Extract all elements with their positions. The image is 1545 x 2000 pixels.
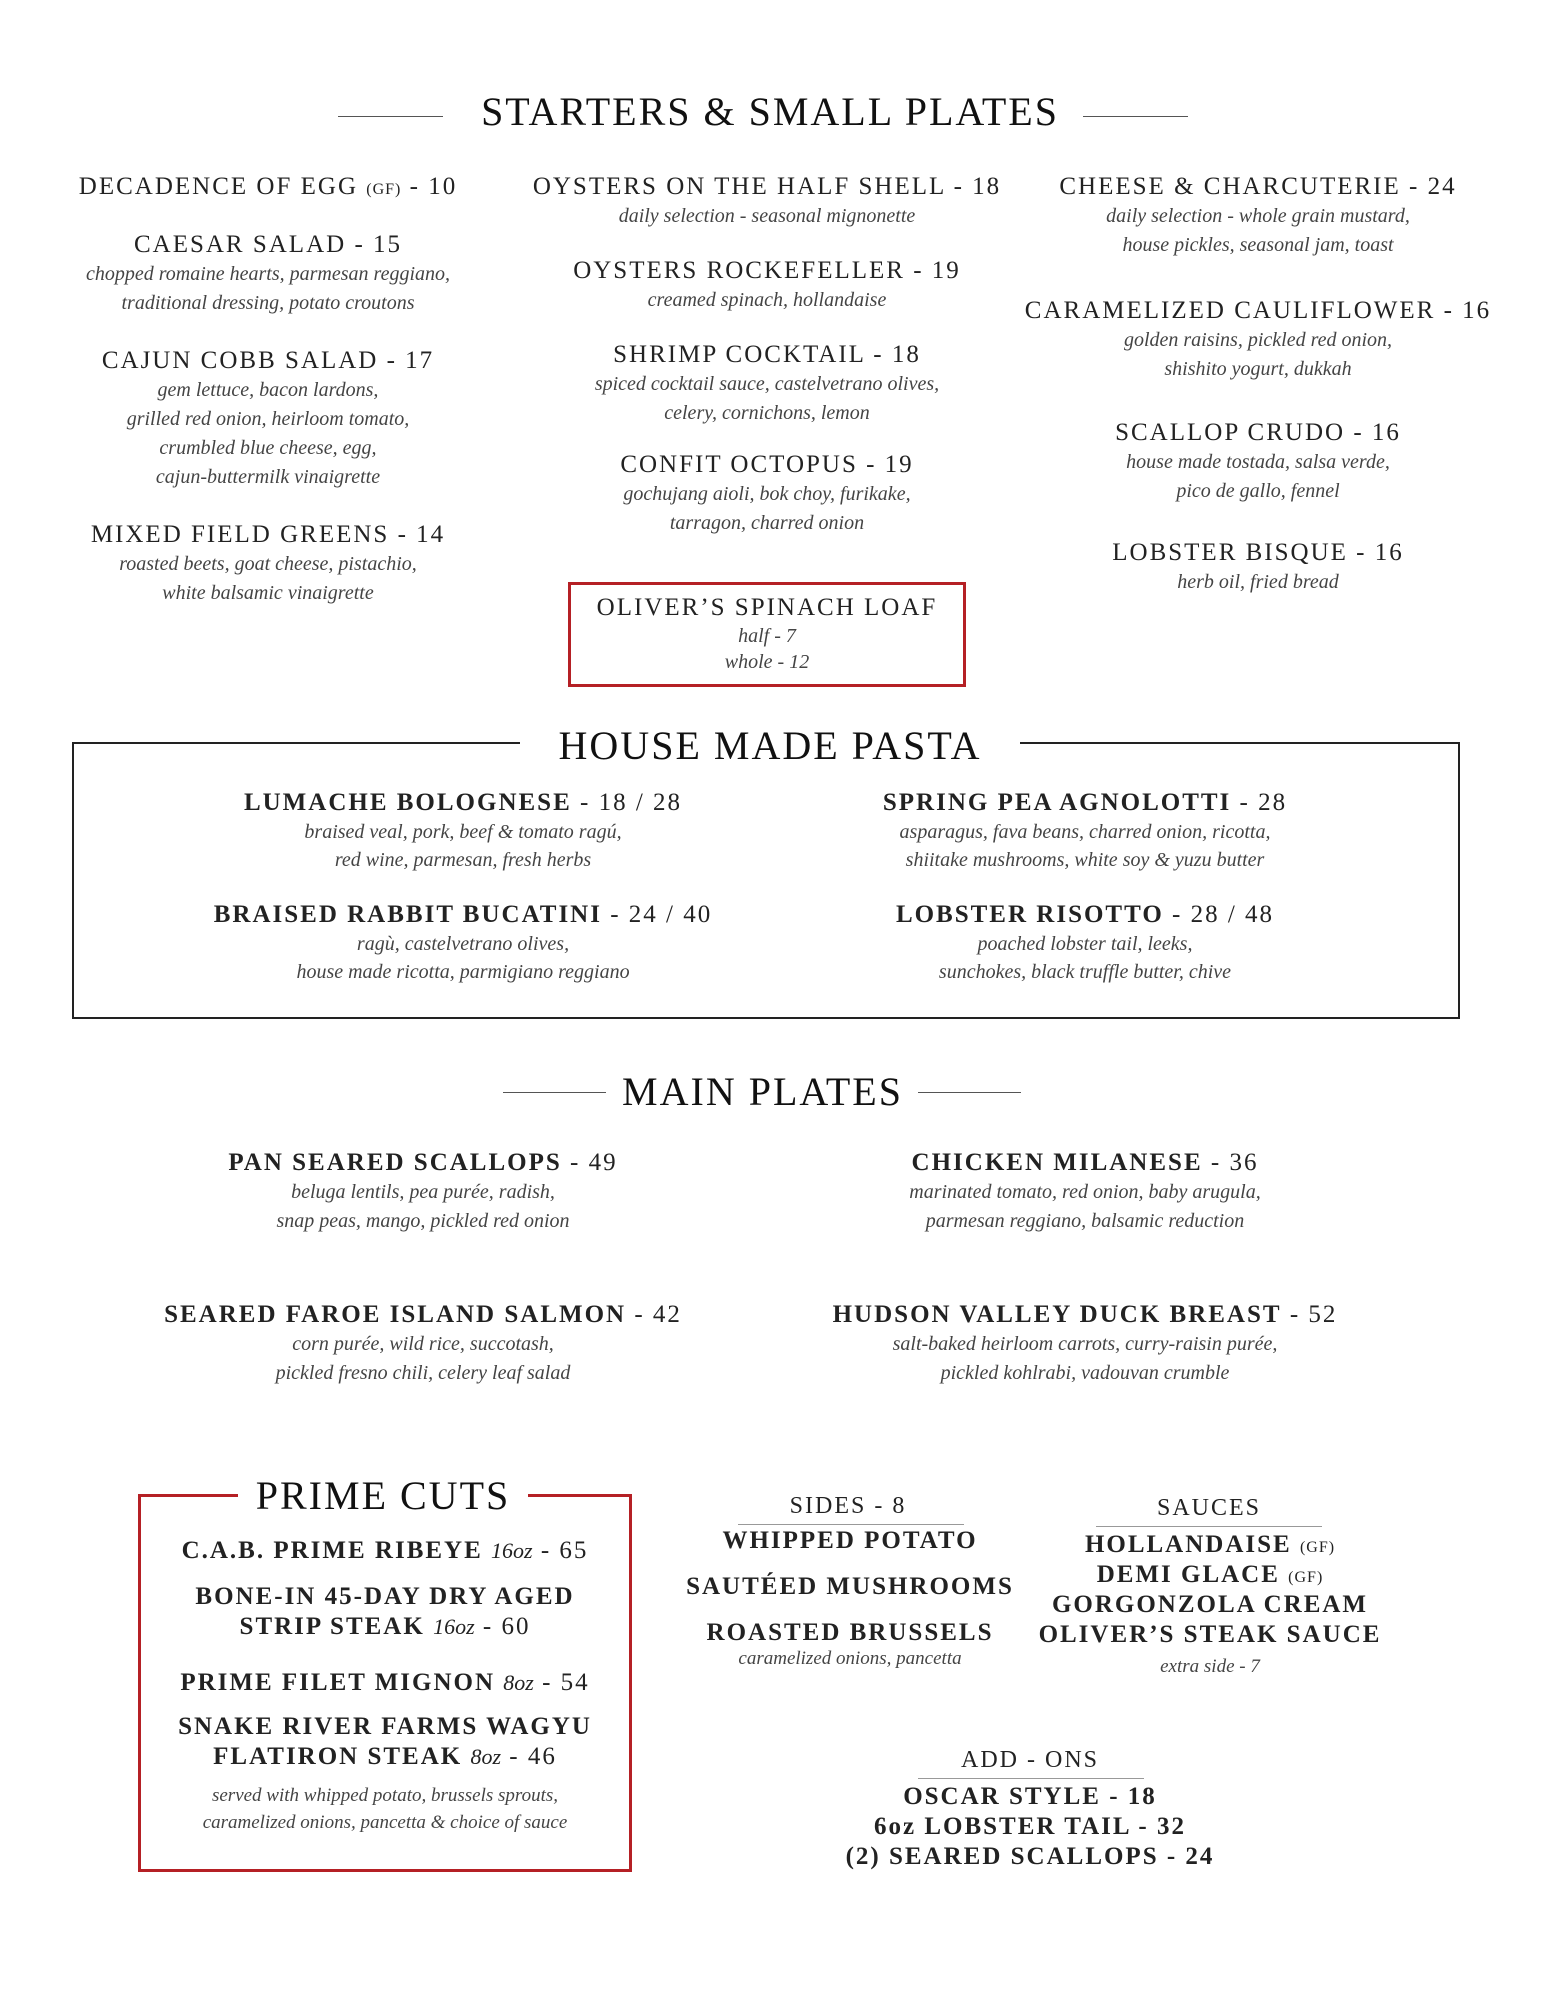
sauce-name: GORGONZOLA CREAM xyxy=(1051,1591,1369,1618)
main-item xyxy=(745,1300,1425,1388)
starter-item-name xyxy=(998,418,1518,448)
item-description: gem lettuce, bacon lardons, xyxy=(157,379,379,401)
item-description: pickled fresno chili, celery leaf salad xyxy=(275,1362,571,1384)
item-description: parmesan reggiano, balsamic reduction xyxy=(925,1210,1245,1232)
item-description: crumbled blue cheese, egg, xyxy=(159,437,377,459)
prime-cut-line xyxy=(140,1712,630,1742)
prime-cuts-note xyxy=(140,1782,630,1836)
prime-note-line-1: served with whipped potato, brussels sprouts, xyxy=(211,1785,559,1806)
item-name: SEARED FAROE ISLAND SALMON xyxy=(164,1301,627,1328)
gluten-free-tag: (GF) xyxy=(1288,1569,1324,1586)
item-description: poached lobster tail, leeks, xyxy=(977,933,1193,955)
sauces-title: SAUCES xyxy=(1156,1495,1262,1521)
sauce-item xyxy=(1010,1560,1410,1593)
item-name: SCALLOP CRUDO xyxy=(1115,419,1346,446)
starter-item xyxy=(998,296,1518,384)
item-name: BRAISED RABBIT BUCATINI xyxy=(213,901,602,928)
item-price: - 42 xyxy=(634,1301,682,1328)
side-name: SAUTÉED MUSHROOMS xyxy=(686,1573,1014,1600)
side-name: WHIPPED POTATO xyxy=(722,1527,978,1554)
item-description: shiitake mushrooms, white soy & yuzu butter xyxy=(905,849,1265,871)
starter-item-name xyxy=(507,450,1027,480)
prime-cut-line xyxy=(140,1742,630,1772)
item-description: pickled kohlrabi, vadouvan crumble xyxy=(940,1362,1230,1384)
sauces-rule xyxy=(1096,1526,1322,1527)
item-price: - 36 xyxy=(1210,1149,1259,1176)
starter-item-name xyxy=(998,538,1518,568)
item-name: MIXED FIELD GREENS xyxy=(90,521,390,548)
starter-item-name xyxy=(507,256,1027,286)
item-price: - 24 / 40 xyxy=(610,901,713,928)
spinach-loaf-half: half - 7 xyxy=(738,625,796,647)
main-item xyxy=(745,1148,1425,1236)
pasta-item-name xyxy=(755,900,1415,930)
item-description: snap peas, mango, pickled red onion xyxy=(276,1210,570,1232)
item-description: corn purée, wild rice, succotash, xyxy=(292,1333,554,1355)
item-description: salt-baked heirloom carrots, curry-raisin purée, xyxy=(892,1333,1278,1355)
cut-name: SNAKE RIVER FARMS WAGYU xyxy=(178,1713,592,1740)
starter-item xyxy=(998,172,1518,260)
item-name: CHEESE & CHARCUTERIE xyxy=(1059,173,1401,200)
item-description: creamed spinach, hollandaise xyxy=(647,289,887,311)
starter-item-name xyxy=(998,296,1518,326)
item-name: DECADENCE OF EGG xyxy=(78,173,359,200)
cut-weight: 16oz xyxy=(491,1538,533,1563)
item-price: - 10 xyxy=(409,173,458,200)
item-name: CAESAR SALAD xyxy=(133,231,347,258)
starter-item-name xyxy=(998,172,1518,202)
item-name: CAJUN COBB SALAD xyxy=(101,347,379,374)
sauce-item xyxy=(1010,1530,1410,1563)
sauces-note: extra side - 7 xyxy=(1160,1656,1260,1677)
item-price: - 49 xyxy=(570,1149,618,1176)
main-item xyxy=(83,1300,763,1388)
item-price: - 52 xyxy=(1289,1301,1338,1328)
addon-item: 6oz LOBSTER TAIL - 32 xyxy=(874,1813,1186,1840)
item-description: chopped romaine hearts, parmesan reggiano, xyxy=(85,263,451,285)
starter-item-name xyxy=(507,340,1027,370)
spinach-loaf-box xyxy=(568,582,966,687)
item-description: house made ricotta, parmigiano reggiano xyxy=(296,961,630,983)
side-item xyxy=(660,1526,1040,1556)
starter-item xyxy=(8,230,528,318)
item-name: LUMACHE BOLOGNESE xyxy=(243,789,572,816)
mains-title: MAIN PLATES xyxy=(622,1069,903,1114)
item-price: - 16 xyxy=(1353,419,1401,446)
sauce-item xyxy=(1010,1590,1410,1620)
pasta-item-name xyxy=(133,788,793,818)
item-description: pico de gallo, fennel xyxy=(1176,480,1340,502)
item-price: - 19 xyxy=(866,451,914,478)
item-description: daily selection - seasonal mignonette xyxy=(618,205,916,227)
item-price: - 17 xyxy=(386,347,435,374)
pasta-title: HOUSE MADE PASTA xyxy=(520,722,1020,769)
item-name: CONFIT OCTOPUS xyxy=(620,451,858,478)
starter-item xyxy=(507,450,1027,538)
prime-cut-item xyxy=(140,1668,630,1698)
cut-name: C.A.B. PRIME RIBEYE xyxy=(181,1537,483,1564)
sides-rule xyxy=(738,1524,964,1525)
cut-name: PRIME FILET MIGNON xyxy=(180,1669,496,1696)
starter-item-name xyxy=(8,172,528,205)
item-description: spiced cocktail sauce, castelvetrano olives, xyxy=(594,373,940,395)
item-price: - 19 xyxy=(913,257,961,284)
prime-cut-item xyxy=(140,1536,630,1566)
prime-cut-item xyxy=(140,1582,630,1642)
item-description: marinated tomato, red onion, baby arugula, xyxy=(909,1181,1261,1203)
prime-cut-item xyxy=(140,1712,630,1772)
starter-item-name xyxy=(8,230,528,260)
item-description: cajun-buttermilk vinaigrette xyxy=(155,466,381,488)
pasta-item xyxy=(133,900,793,986)
side-description: caramelized onions, pancetta xyxy=(738,1648,962,1669)
gluten-free-tag: (GF) xyxy=(1299,1539,1336,1556)
starters-title: STARTERS & SMALL PLATES xyxy=(481,89,1059,134)
item-name: HUDSON VALLEY DUCK BREAST xyxy=(832,1301,1282,1328)
starter-item-name xyxy=(507,172,1027,202)
cut-name: FLATIRON STEAK xyxy=(213,1743,463,1770)
mains-rule-right xyxy=(918,1092,1021,1093)
item-price: - 16 xyxy=(1356,539,1404,566)
sauce-name: DEMI GLACE xyxy=(1096,1561,1280,1588)
sides-title: SIDES - 8 xyxy=(789,1493,907,1519)
starter-item xyxy=(507,340,1027,428)
side-name: ROASTED BRUSSELS xyxy=(706,1619,994,1646)
pasta-item xyxy=(133,788,793,874)
item-description: house pickles, seasonal jam, toast xyxy=(1122,234,1394,256)
starter-item-name xyxy=(8,520,528,550)
prime-cut-line xyxy=(140,1536,630,1566)
pasta-item xyxy=(755,788,1415,874)
prime-cuts-title: PRIME CUTS xyxy=(238,1472,528,1519)
starter-item xyxy=(8,346,528,492)
item-description: white balsamic vinaigrette xyxy=(162,582,374,604)
item-price: - 28 xyxy=(1239,789,1288,816)
main-item-name xyxy=(745,1148,1425,1178)
starters-rule-left xyxy=(338,116,443,117)
item-price: - 18 / 28 xyxy=(580,789,683,816)
cut-name: BONE-IN 45-DAY DRY AGED xyxy=(195,1583,575,1610)
starter-item-name xyxy=(8,346,528,376)
addons-title: ADD - ONS xyxy=(961,1747,1099,1773)
item-description: celery, cornichons, lemon xyxy=(664,402,870,424)
item-price: - 18 xyxy=(873,341,921,368)
item-name: PAN SEARED SCALLOPS xyxy=(228,1149,562,1176)
gluten-free-tag: (GF) xyxy=(366,181,402,198)
item-price: - 16 xyxy=(1443,297,1492,324)
addons-rule xyxy=(918,1778,1144,1779)
pasta-item-name xyxy=(755,788,1415,818)
cut-weight: 8oz xyxy=(503,1670,534,1695)
item-description: golden raisins, pickled red onion, xyxy=(1123,329,1393,351)
side-item xyxy=(660,1618,1040,1670)
cut-weight: 8oz xyxy=(470,1744,502,1769)
sauce-name: HOLLANDAISE xyxy=(1084,1531,1292,1558)
item-name: OYSTERS ON THE HALF SHELL xyxy=(532,173,946,200)
item-description: asparagus, fava beans, charred onion, ricotta, xyxy=(899,821,1271,843)
starters-rule-right xyxy=(1083,116,1188,117)
main-item-name xyxy=(83,1300,763,1330)
prime-cut-line xyxy=(140,1612,630,1642)
cut-price: - 54 xyxy=(542,1669,590,1696)
cut-price: - 60 xyxy=(482,1613,531,1640)
item-price: - 18 xyxy=(953,173,1002,200)
starter-item xyxy=(507,256,1027,315)
item-description: beluga lentils, pea purée, radish, xyxy=(291,1181,555,1203)
starter-item xyxy=(8,172,528,205)
item-name: OYSTERS ROCKEFELLER xyxy=(573,257,905,284)
cut-weight: 16oz xyxy=(433,1614,475,1639)
main-item xyxy=(83,1148,763,1236)
mains-rule-left xyxy=(503,1092,606,1093)
prime-cut-line xyxy=(140,1668,630,1698)
item-name: LOBSTER BISQUE xyxy=(1112,539,1348,566)
item-name: SPRING PEA AGNOLOTTI xyxy=(882,789,1232,816)
cut-name: STRIP STEAK xyxy=(239,1613,425,1640)
item-description: traditional dressing, potato croutons xyxy=(121,292,415,314)
item-name: CARAMELIZED CAULIFLOWER xyxy=(1024,297,1436,324)
item-price: - 14 xyxy=(397,521,446,548)
main-item-name xyxy=(83,1148,763,1178)
item-description: gochujang aioli, bok choy, furikake, xyxy=(623,483,911,505)
side-item xyxy=(660,1572,1040,1602)
item-description: tarragon, charred onion xyxy=(669,512,865,534)
item-description: roasted beets, goat cheese, pistachio, xyxy=(119,553,417,575)
item-description: grilled red onion, heirloom tomato, xyxy=(126,408,410,430)
item-description: shishito yogurt, dukkah xyxy=(1164,358,1352,380)
item-name: SHRIMP COCKTAIL xyxy=(613,341,866,368)
starter-item xyxy=(998,538,1518,597)
starter-item xyxy=(507,172,1027,231)
item-description: house made tostada, salsa verde, xyxy=(1126,451,1390,473)
item-description: ragù, castelvetrano olives, xyxy=(356,933,570,955)
item-price: - 15 xyxy=(354,231,403,258)
item-price: - 28 / 48 xyxy=(1172,901,1275,928)
item-description: braised veal, pork, beef & tomato ragú, xyxy=(304,821,622,843)
item-description: daily selection - whole grain mustard, xyxy=(1106,205,1410,227)
item-name: CHICKEN MILANESE xyxy=(911,1149,1203,1176)
sauce-name: OLIVER’S STEAK SAUCE xyxy=(1038,1621,1382,1648)
sauce-item xyxy=(1010,1620,1410,1650)
main-item-name xyxy=(745,1300,1425,1330)
item-description: sunchokes, black truffle butter, chive xyxy=(938,961,1232,983)
spinach-loaf-whole: whole - 12 xyxy=(724,651,810,673)
item-description: red wine, parmesan, fresh herbs xyxy=(334,849,592,871)
prime-note-line-2: caramelized onions, pancetta & choice of sauce xyxy=(202,1812,568,1833)
addon-item: (2) SEARED SCALLOPS - 24 xyxy=(845,1843,1215,1870)
addon-item: OSCAR STYLE - 18 xyxy=(903,1783,1157,1810)
item-name: LOBSTER RISOTTO xyxy=(895,901,1164,928)
spinach-loaf-name: OLIVER’S SPINACH LOAF xyxy=(596,594,938,621)
prime-cut-line xyxy=(140,1582,630,1612)
item-price: - 24 xyxy=(1409,173,1457,200)
pasta-item xyxy=(755,900,1415,986)
pasta-item-name xyxy=(133,900,793,930)
cut-price: - 46 xyxy=(509,1743,557,1770)
item-description: herb oil, fried bread xyxy=(1177,571,1339,593)
cut-price: - 65 xyxy=(540,1537,589,1564)
starter-item xyxy=(998,418,1518,506)
starter-item xyxy=(8,520,528,608)
